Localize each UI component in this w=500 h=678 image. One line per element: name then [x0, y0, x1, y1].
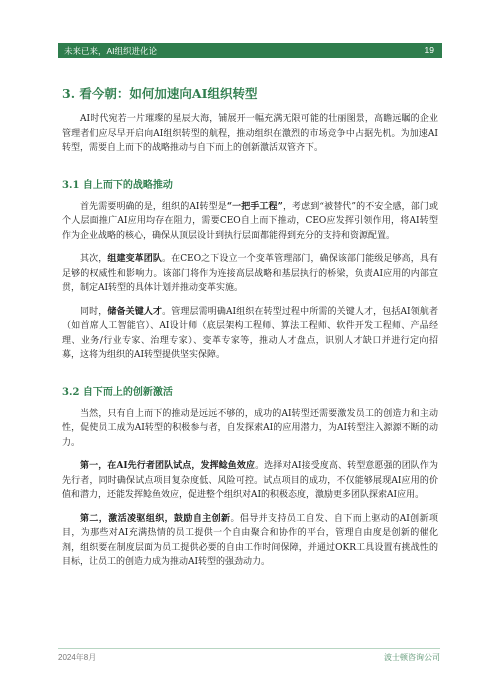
bold-text: 组建变革团队	[107, 254, 163, 264]
section-intro: AI时代宛若一片璀璨的星辰大海，铺展开一幅充满无限可能的壮丽图景，高瞻远瞩的企业管理者们应尽早开启向AI组织转型的航程，推动组织在激烈的市场竞争中占据先机。为加速AI转型，需要自上而下的战略推动与自下而上的创新激活双管齐下。	[62, 114, 438, 153]
text-run: 。倡导并支持员工自发、自下而上驱动的AI创新项目，为那些对AI充满热情的员工提供一个自由聚合和协作的平台，管理自由度是创新的催化剂，组织要在制度层面为员工提供必要的自由工作时间保障，并通过OKR工具设置有挑战性的目标，让员工的创造力成为推动AI转型的强劲动力。	[62, 513, 438, 567]
header-title: 未来已来，AI组织进化论	[64, 46, 158, 56]
page-content	[62, 84, 438, 570]
text-run: 同时，	[80, 306, 108, 317]
paragraph	[62, 512, 438, 570]
footer	[58, 648, 440, 662]
footer-date: 2024年8月	[58, 653, 97, 662]
page-number: 19	[424, 45, 434, 55]
text-run: 。选择对AI接受度高、转型意愿强的团队作为先行者，同时确保试点项目复杂度低、风险可控。试点项目的成功，不仅能够展现AI应用的价值和潜力，还能发挥鲶鱼效应，促进整个组织对AI的积极态度，激励更多团队探索AI应用。	[62, 461, 438, 500]
paragraph	[62, 252, 438, 296]
paragraph	[62, 459, 438, 503]
text-run: 其次，	[80, 254, 108, 264]
text-run: 。管理层需明确AI组织在转型过程中所需的关键人才，包括AI领航者（如首席人工智能官）、AI设计师（底层架构工程师、算法工程师、软件开发工程师、产品经理、业务/行业专家、治理专家）、变革专家等，推动人才盘点，识别人才缺口并进行定向招募，这将为组织的AI转型提供坚实保障。	[62, 306, 438, 360]
subsection-title-3-1: 3.1 自上而下的战略推动	[62, 179, 173, 191]
text-run: 。在CEO之下设立一个变革管理部门，确保该部门能级足够高，具有足够的权威性和影响力。该部门将作为连接高层战略和基层执行的桥梁，负责AI应用的内部宣贯，制定AI转型的具体计划并推动变革实施。	[62, 254, 438, 293]
text-run: 首先需要明确的是，组织的AI转型是	[80, 201, 227, 212]
paragraph	[62, 305, 438, 363]
paragraph: 当然，只有自上而下的推动是远远不够的，成功的AI转型还需要激发员工的创造力和主动性，促使员工成为AI转型的积极参与者，自发探索AI的应用潜力，为AI转型注入源源不断的动力。	[62, 408, 438, 448]
bold-text: 第二，激活凌驱组织，鼓励自主创新	[80, 513, 231, 524]
subsection-title-3-2: 3.2 自下而上的创新激活	[62, 386, 173, 398]
header-bar	[58, 43, 442, 58]
bold-text: 第一，在AI先行者团队试点，发挥鲶鱼效应	[80, 461, 256, 471]
paragraph	[62, 200, 438, 244]
bold-text: 储备关键人才	[107, 306, 163, 317]
section-title: 3. 看今朝：如何加速向AI组织转型	[62, 86, 258, 101]
text-run: ，考虑到“被替代”的不安全感，部门或个人层面推广AI应用均存在阻力，需要CEO自上而下推动，CEO应发挥引领作用，将AI转型作为企业战略的核心，确保从顶层设计到执行层面都能得到充分的支持和资源配置。	[62, 201, 438, 241]
footer-company: 波士顿咨询公司	[384, 653, 440, 662]
bold-text: “一把手工程”	[226, 201, 283, 212]
